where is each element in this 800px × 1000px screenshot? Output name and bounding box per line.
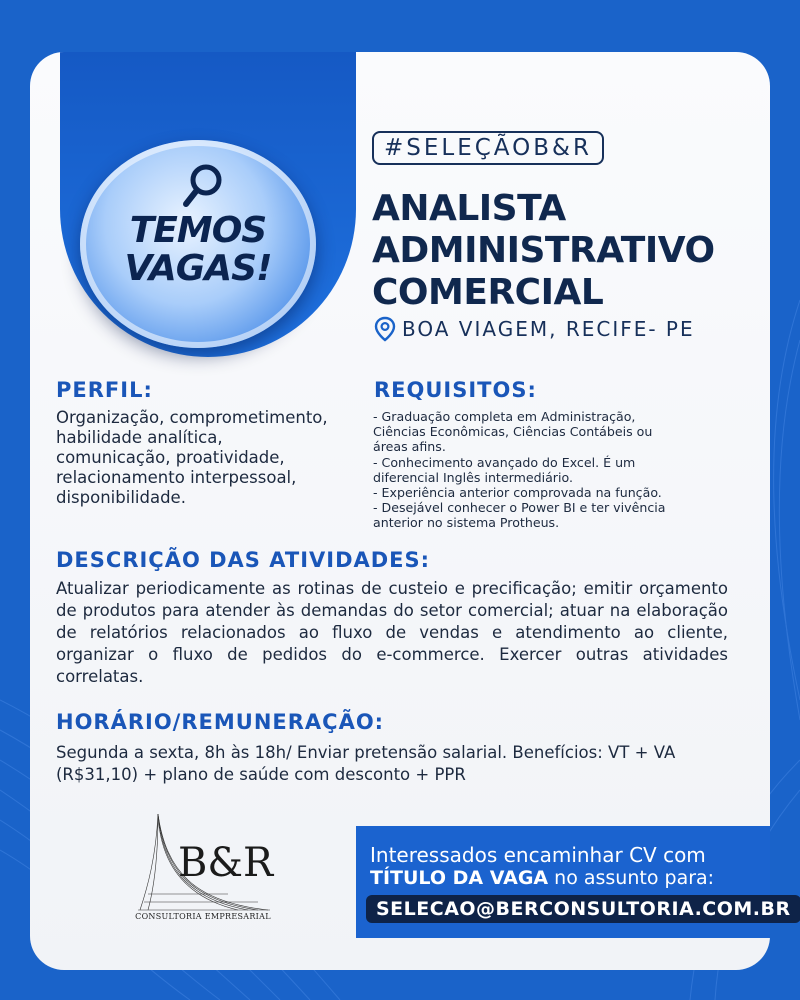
perfil-line: habilidade analítica, [56, 428, 223, 447]
job-title-line: ADMINISTRATIVO [372, 230, 715, 271]
badge-text-line1: TEMOS [129, 210, 267, 251]
horario-heading: HORÁRIO/REMUNERAÇÃO: [56, 710, 385, 734]
cta-line2-bold: TÍTULO DA VAGA [370, 867, 549, 889]
perfil-text [56, 408, 366, 508]
requisitos-heading: REQUISITOS: [374, 378, 537, 402]
location-pin-icon [374, 316, 396, 342]
perfil-line: relacionamento interpessoal, [56, 468, 297, 487]
badge-text-line2: VAGAS! [124, 248, 272, 289]
hashtag-label: #SELEÇÃOB&R [372, 131, 604, 165]
job-location [374, 316, 695, 342]
requisito-line: anterior no sistema Protheus. [373, 515, 560, 531]
cta-line1: Interessados encaminhar CV com [370, 843, 706, 867]
requisito-line: áreas afins. [373, 439, 446, 455]
job-title-line: COMERCIAL [372, 272, 604, 313]
contact-email[interactable]: SELECAO@BERCONSULTORIA.COM.BR [366, 895, 800, 923]
perfil-heading: PERFIL: [56, 378, 153, 402]
cta-line2-rest: no assunto para: [548, 867, 715, 889]
requisito-line: - Conhecimento avançado do Excel. É um [373, 454, 636, 470]
company-logo [118, 806, 288, 926]
vacancy-badge [80, 140, 316, 348]
magnifier-icon [180, 162, 224, 210]
requisito-line: - Graduação completa em Administração, [373, 409, 636, 424]
cta-line2 [370, 867, 714, 889]
descricao-heading: DESCRIÇÃO DAS ATIVIDADES: [56, 548, 431, 572]
horario-line: (R$31,10) + plano de saúde com desconto + PPR [56, 765, 466, 784]
perfil-line: disponibilidade. [56, 488, 186, 507]
logo-subtitle: CONSULTORIA EMPRESARIAL [135, 912, 271, 921]
location-text: BOA VIAGEM, RECIFE- PE [402, 317, 695, 341]
requisito-line: Ciências Econômicas, Ciências Contábeis ou [373, 424, 653, 440]
horario-line: Segunda a sexta, 8h às 18h/ Enviar pretensão salarial. Benefícios: VT + VA [56, 743, 676, 762]
perfil-line: comunicação, proatividade, [56, 448, 285, 467]
logo-mark: B&R [178, 840, 274, 886]
horario-text [56, 742, 746, 786]
requisitos-list [373, 409, 753, 531]
requisito-line: - Experiência anterior comprovada na função. [373, 485, 662, 501]
badge-text [80, 212, 316, 288]
descricao-text: Atualizar periodicamente as rotinas de custeio e precificação; emitir orçamento de produtos para atender às demandas do setor comercial; atuar na elaboração de relatórios relacionados ao fluxo de vendas e atendimento ao cliente, organizar o fluxo de pedidos do e-commerce. Exercer outras atividades correlatas. [56, 579, 728, 686]
requisito-line: diferencial Inglês intermediário. [373, 469, 573, 485]
perfil-line: Organização, comprometimento, [56, 408, 328, 427]
job-title-line: ANALISTA [372, 188, 566, 229]
job-title [372, 188, 715, 314]
requisito-line: - Desejável conhecer o Power BI e ter vivência [373, 500, 666, 516]
